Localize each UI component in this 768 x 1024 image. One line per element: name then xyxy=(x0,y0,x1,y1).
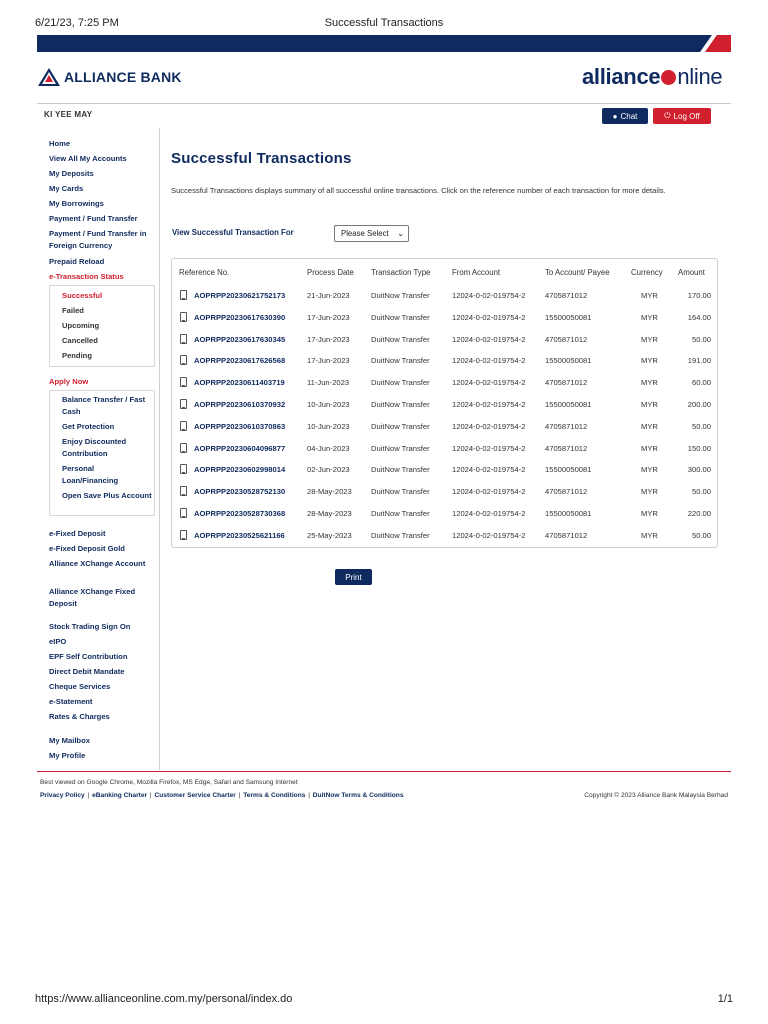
table-row xyxy=(172,418,717,439)
cell-ref-link[interactable]: AOPRPP20230604096877 xyxy=(194,443,286,453)
document-icon xyxy=(180,443,187,453)
sidebar-item-my-mailbox[interactable]: My Mailbox xyxy=(49,736,90,745)
table-row xyxy=(172,505,717,526)
footer-link-customer-service-charter[interactable]: Customer Service Charter xyxy=(154,792,236,799)
document-icon xyxy=(180,486,187,496)
print-datetime: 6/21/23, 7:25 PM xyxy=(35,17,119,29)
cell-currency: MYR xyxy=(641,530,658,540)
sidebar-item-direct-debit-mandate[interactable]: Direct Debit Mandate xyxy=(49,667,125,676)
document-icon xyxy=(180,312,187,322)
chevron-down-icon: ⌄ xyxy=(397,229,404,238)
table-row xyxy=(172,309,717,330)
footer-link-ebanking-charter[interactable]: eBanking Charter xyxy=(92,792,148,799)
cell-amount: 50.00 xyxy=(691,487,711,497)
document-icon xyxy=(180,355,187,365)
print-button[interactable]: Print xyxy=(335,569,372,585)
cell-to-account: 15500050081 xyxy=(545,312,592,322)
cell-process-date: 10-Jun-2023 xyxy=(307,400,350,409)
document-icon xyxy=(180,421,187,431)
cell-transaction-type: DuitNow Transfer xyxy=(371,334,430,344)
document-icon xyxy=(180,399,187,409)
table-row xyxy=(172,440,717,461)
cell-currency: MYR xyxy=(641,487,658,497)
cell-process-date: 21-Jun-2023 xyxy=(307,291,350,300)
table-row xyxy=(172,396,717,417)
table-row xyxy=(172,374,717,395)
table-row xyxy=(172,331,717,352)
cell-process-date: 10-Jun-2023 xyxy=(307,421,350,431)
column-header-from-account: From Account xyxy=(452,268,501,277)
cell-ref-link[interactable]: AOPRPP20230610370932 xyxy=(194,400,286,409)
cell-process-date: 02-Jun-2023 xyxy=(307,465,350,475)
footer-link-terms-conditions[interactable]: Terms & Conditions xyxy=(243,792,306,799)
cell-to-account: 4705871012 xyxy=(545,334,588,344)
cell-amount: 60.00 xyxy=(691,378,711,388)
copyright: Copyright © 2023 Alliance Bank Malaysia Berhad xyxy=(584,792,728,799)
cell-from-account: 12024-0-02-019754-2 xyxy=(452,443,526,453)
cell-currency: MYR xyxy=(641,421,658,431)
cell-currency: MYR xyxy=(641,334,658,344)
column-header-currency: Currency xyxy=(631,268,663,277)
cell-process-date: 17-Jun-2023 xyxy=(307,334,350,344)
cell-amount: 191.00 xyxy=(687,356,711,366)
print-page-number: 1/1 xyxy=(717,993,733,1005)
document-icon xyxy=(180,377,187,387)
online-brand-part2: nline xyxy=(677,64,723,89)
sidebar-item-rates-charges[interactable]: Rates & Charges xyxy=(49,712,110,721)
cell-from-account: 12024-0-02-019754-2 xyxy=(452,312,526,322)
cell-transaction-type: DuitNow Transfer xyxy=(371,487,430,497)
sidebar-item-view-all-accounts[interactable]: View All My Accounts xyxy=(49,154,127,163)
cell-to-account: 4705871012 xyxy=(545,443,588,453)
cell-transaction-type: DuitNow Transfer xyxy=(371,530,430,540)
cell-from-account: 12024-0-02-019754-2 xyxy=(452,509,526,518)
cell-amount: 150.00 xyxy=(687,443,711,453)
cell-amount: 300.00 xyxy=(687,465,711,475)
cell-currency: MYR xyxy=(641,356,658,366)
footer-divider xyxy=(37,771,731,772)
cell-from-account: 12024-0-02-019754-2 xyxy=(452,400,526,409)
cell-from-account: 12024-0-02-019754-2 xyxy=(452,487,526,497)
cell-amount: 164.00 xyxy=(687,312,711,322)
document-icon xyxy=(180,508,187,518)
cell-transaction-type: DuitNow Transfer xyxy=(371,400,430,409)
red-dot-o-icon xyxy=(661,70,676,85)
cell-currency: MYR xyxy=(641,400,658,409)
username: KI YEE MAY xyxy=(44,110,93,119)
cell-process-date: 04-Jun-2023 xyxy=(307,443,350,453)
sidebar-item-xchange-account[interactable]: Alliance XChange Account xyxy=(49,559,146,568)
apply-now-submenu xyxy=(49,390,155,516)
cell-from-account: 12024-0-02-019754-2 xyxy=(452,334,526,344)
column-header-transaction-type: Transaction Type xyxy=(371,268,431,277)
transactions-table xyxy=(171,258,718,548)
browser-note: Best viewed on Google Chrome, Mozilla Firefox, MS Edge, Safari and Samsung Internet xyxy=(40,779,298,786)
cell-ref-link[interactable]: AOPRPP20230617630345 xyxy=(194,334,286,344)
cell-transaction-type: DuitNow Transfer xyxy=(371,421,430,431)
table-row xyxy=(172,483,717,504)
column-header-to-account: To Account/ Payee xyxy=(545,268,610,277)
sidebar-item-prepaid-reload[interactable]: Prepaid Reload xyxy=(49,257,105,266)
sidebar-item-epf-self-contribution[interactable]: EPF Self Contribution xyxy=(49,652,128,661)
table-row xyxy=(172,461,717,482)
cell-amount: 50.00 xyxy=(691,334,711,344)
cell-transaction-type: DuitNow Transfer xyxy=(371,291,430,300)
cell-transaction-type: DuitNow Transfer xyxy=(371,443,430,453)
cell-ref-link[interactable]: AOPRPP20230528752130 xyxy=(194,487,286,497)
bank-name: ALLIANCE BANK xyxy=(64,69,182,85)
cell-from-account: 12024-0-02-019754-2 xyxy=(452,356,526,366)
chat-button[interactable] xyxy=(602,108,648,124)
table-row xyxy=(172,527,717,548)
filter-label: View Successful Transaction For xyxy=(172,228,294,237)
cell-to-account: 4705871012 xyxy=(545,487,588,497)
cell-currency: MYR xyxy=(641,312,658,322)
sidebar-item-eipo[interactable]: eIPO xyxy=(49,637,67,646)
cell-amount: 170.00 xyxy=(687,291,711,300)
cell-from-account: 12024-0-02-019754-2 xyxy=(452,530,526,540)
sidebar-item-my-cards[interactable]: My Cards xyxy=(49,184,84,193)
cell-ref-link[interactable]: AOPRPP20230610370863 xyxy=(194,421,286,431)
footer-link-privacy-policy[interactable]: Privacy Policy xyxy=(40,792,85,799)
document-icon xyxy=(180,290,187,300)
table-row xyxy=(172,352,717,373)
cell-amount: 50.00 xyxy=(691,421,711,431)
cell-ref-link[interactable]: AOPRPP20230621752173 xyxy=(194,291,286,300)
cell-from-account: 12024-0-02-019754-2 xyxy=(452,465,526,475)
cell-amount: 200.00 xyxy=(687,400,711,409)
submenu-item-enjoy-discounted-contribution[interactable]: Enjoy Discounted Contribution xyxy=(62,437,127,458)
submenu-item-upcoming[interactable]: Upcoming xyxy=(62,321,100,330)
submenu-item-cancelled[interactable]: Cancelled xyxy=(62,336,98,345)
page-description: Successful Transactions displays summary of all successful online transactions. Click on the reference number of each transaction for more details. xyxy=(171,186,666,195)
column-header-process-date: Process Date xyxy=(307,268,354,277)
page-title: Successful Transactions xyxy=(171,150,352,167)
document-icon xyxy=(180,334,187,344)
table-row xyxy=(172,287,717,308)
cell-process-date: 17-Jun-2023 xyxy=(307,312,350,322)
submenu-item-pending[interactable]: Pending xyxy=(62,351,92,360)
alliance-logo-mark-icon xyxy=(38,68,60,86)
footer-link-duitnow-terms[interactable]: DuitNow Terms & Conditions xyxy=(312,792,404,799)
cell-to-account: 4705871012 xyxy=(545,421,588,431)
online-brand-part1: alliance xyxy=(582,64,661,89)
print-header xyxy=(0,0,768,40)
cell-process-date: 28-May-2023 xyxy=(307,487,352,497)
cell-to-account: 4705871012 xyxy=(545,291,588,300)
cell-from-account: 12024-0-02-019754-2 xyxy=(452,291,526,300)
sidebar-item-cheque-services[interactable]: Cheque Services xyxy=(49,682,111,691)
cell-ref-link[interactable]: AOPRPP20230611403719 xyxy=(194,378,285,388)
sidebar-item-etransaction-status[interactable]: e-Transaction Status xyxy=(49,272,124,281)
cell-transaction-type: DuitNow Transfer xyxy=(371,312,430,322)
submenu-item-open-save-plus[interactable]: Open Save Plus Account xyxy=(62,491,152,500)
footer-links: Privacy Policy | eBanking Charter | Customer Service Charter | Terms & Conditions | DuitNow Terms & Conditions xyxy=(40,792,404,799)
sidebar-item-payment-foreign-currency[interactable]: Payment / Fund Transfer in Foreign Currency xyxy=(49,229,147,250)
document-icon xyxy=(180,464,187,474)
cell-transaction-type: DuitNow Transfer xyxy=(371,509,430,518)
power-icon: ⏻ xyxy=(664,111,671,120)
cell-to-account: 15500050081 xyxy=(545,509,592,518)
cell-to-account: 15500050081 xyxy=(545,465,592,475)
transaction-filter-select[interactable] xyxy=(334,225,409,242)
cell-to-account: 15500050081 xyxy=(545,400,592,409)
sidebar-item-e-fixed-deposit[interactable]: e-Fixed Deposit xyxy=(49,529,106,538)
cell-ref-link[interactable]: AOPRPP20230602998014 xyxy=(194,465,286,475)
cell-transaction-type: DuitNow Transfer xyxy=(371,378,430,388)
cell-currency: MYR xyxy=(641,443,658,453)
cell-process-date: 25-May-2023 xyxy=(307,530,352,540)
print-page-title: Successful Transactions xyxy=(324,17,444,29)
sidebar-item-my-borrowings[interactable]: My Borrowings xyxy=(49,199,104,208)
sidebar-item-payment-fund-transfer[interactable]: Payment / Fund Transfer xyxy=(49,214,138,223)
cell-to-account: 4705871012 xyxy=(545,530,588,540)
sidebar-item-stock-trading[interactable]: Stock Trading Sign On xyxy=(49,622,131,631)
sidebar xyxy=(44,128,160,770)
cell-process-date: 28-May-2023 xyxy=(307,509,352,518)
column-header-amount: Amount xyxy=(678,268,705,277)
sidebar-item-my-profile[interactable]: My Profile xyxy=(49,751,86,760)
log-off-button[interactable] xyxy=(653,108,711,124)
cell-transaction-type: DuitNow Transfer xyxy=(371,356,430,366)
sidebar-item-home[interactable]: Home xyxy=(49,139,71,148)
document-icon xyxy=(180,530,187,540)
brand-top-bar xyxy=(37,35,731,52)
cell-amount: 220.00 xyxy=(687,509,711,518)
cell-currency: MYR xyxy=(641,378,658,388)
submenu-item-personal-loan[interactable]: Personal Loan/Financing xyxy=(62,464,119,485)
cell-from-account: 12024-0-02-019754-2 xyxy=(452,378,526,388)
alliance-bank-logo[interactable] xyxy=(38,68,182,86)
sidebar-item-xchange-fixed-deposit[interactable]: Alliance XChange Fixed Deposit xyxy=(49,587,136,608)
cell-currency: MYR xyxy=(641,509,658,518)
header-divider xyxy=(37,103,731,104)
submenu-item-balance-transfer[interactable]: Balance Transfer / Fast Cash xyxy=(62,395,146,416)
sidebar-item-apply-now[interactable]: Apply Now xyxy=(49,377,89,386)
cell-ref-link[interactable]: AOPRPP20230528730368 xyxy=(194,509,286,518)
cell-ref-link[interactable]: AOPRPP20230617626568 xyxy=(194,356,286,366)
submenu-item-get-protection[interactable]: Get Protection xyxy=(62,422,115,431)
chat-bubble-icon: ● xyxy=(612,111,618,121)
cell-amount: 50.00 xyxy=(691,530,711,540)
log-off-label: Log Off xyxy=(673,111,700,121)
cell-process-date: 11-Jun-2023 xyxy=(307,378,350,388)
cell-to-account: 15500050081 xyxy=(545,356,592,366)
cell-transaction-type: DuitNow Transfer xyxy=(371,465,430,475)
cell-from-account: 12024-0-02-019754-2 xyxy=(452,421,526,431)
submenu-item-failed[interactable]: Failed xyxy=(62,306,84,315)
sidebar-item-e-statement[interactable]: e-Statement xyxy=(49,697,93,706)
cell-currency: MYR xyxy=(641,465,658,475)
cell-ref-link[interactable]: AOPRPP20230525621166 xyxy=(194,530,285,540)
cell-currency: MYR xyxy=(641,291,658,300)
submenu-item-successful[interactable]: Successful xyxy=(62,291,103,300)
column-header-reference: Reference No. xyxy=(179,268,230,277)
sidebar-item-e-fixed-deposit-gold[interactable]: e-Fixed Deposit Gold xyxy=(49,544,125,553)
print-url: https://www.allianceonline.com.my/personal/index.do xyxy=(35,993,293,1005)
chat-label: Chat xyxy=(620,111,638,121)
cell-to-account: 4705871012 xyxy=(545,378,588,388)
sidebar-item-my-deposits[interactable]: My Deposits xyxy=(49,169,94,178)
allianceonline-logo xyxy=(582,64,722,90)
filter-selected-value: Please Select xyxy=(341,229,389,238)
etransaction-submenu xyxy=(49,285,155,367)
cell-process-date: 17-Jun-2023 xyxy=(307,356,350,366)
cell-ref-link[interactable]: AOPRPP20230617630390 xyxy=(194,312,286,322)
